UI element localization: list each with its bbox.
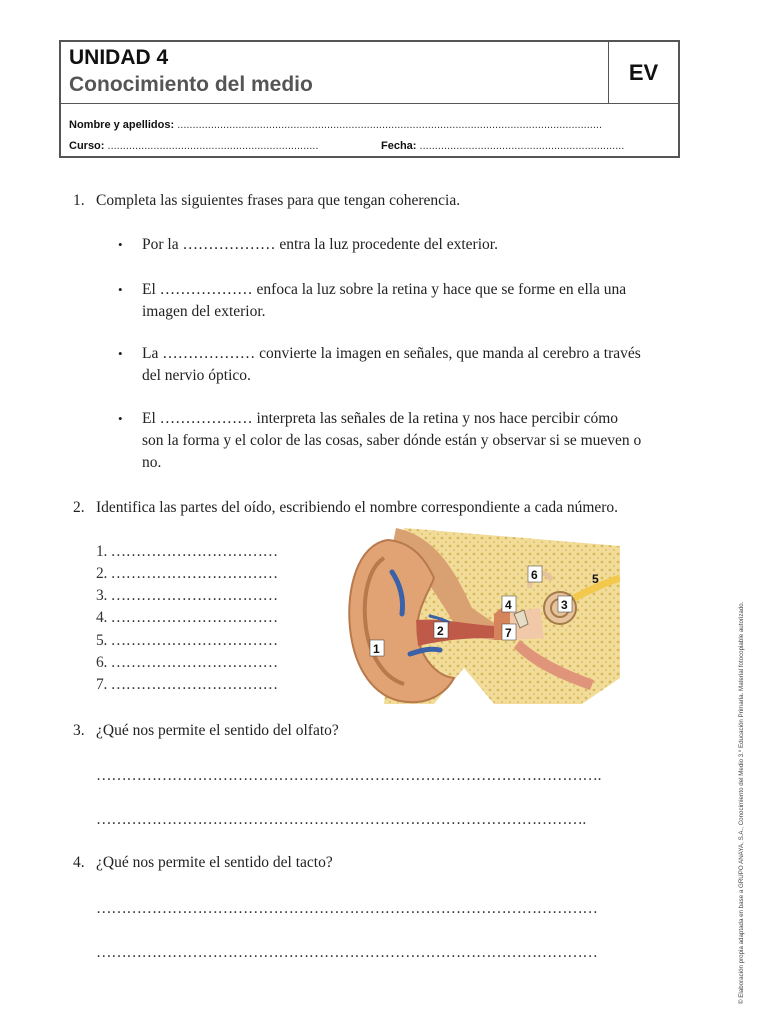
name-dots: ........................................................................................................................................... [177, 119, 603, 131]
q1-item-1-line-1[interactable]: Por la ……………… entra la luz procedente del exterior. [142, 236, 498, 253]
q4-answer-line-1[interactable]: ……………………………………………………………………………………… [96, 900, 598, 917]
bullet: • [118, 237, 123, 252]
q2-blank-4[interactable]: 4. …………………………… [96, 609, 278, 626]
figure-label-7: 7 [505, 626, 512, 640]
q1-item-4-line-1[interactable]: El ……………… interpreta las señales de la retina y nos hace percibir cómo [142, 410, 619, 427]
q2-blank-6[interactable]: 6. …………………………… [96, 654, 278, 671]
course-field[interactable] [69, 140, 318, 152]
q3-prompt: ¿Qué nos permite el sentido del olfato? [96, 722, 339, 739]
figure-label-6: 6 [531, 568, 538, 582]
figure-label-2: 2 [437, 624, 444, 638]
copyright-credit: © Elaboración propia adaptada en base a GRUPO ANAYA, S.A., Conocimiento del Medio 3.º Educación Primaria. Material fotocopiable autorizado. [738, 601, 745, 1004]
q4-prompt: ¿Qué nos permite el sentido del tacto? [96, 854, 333, 871]
worksheet-header [59, 40, 680, 158]
title-cell [61, 42, 609, 104]
q3-answer-line-1[interactable]: ………………………………………………………………………………………. [96, 767, 602, 784]
figure-label-5: 5 [592, 572, 599, 586]
figure-label-4: 4 [505, 598, 512, 612]
q2-prompt: Identifica las partes del oído, escribiendo el nombre correspondiente a cada número. [96, 499, 619, 516]
q1-prompt: Completa las siguientes frases para que tengan coherencia. [96, 192, 461, 209]
q2-blank-7[interactable]: 7. …………………………… [96, 676, 278, 693]
course-label: Curso: [69, 140, 105, 152]
q1-number: 1. [73, 192, 85, 209]
bullet: • [118, 411, 123, 426]
subject-title: Conocimiento del medio [69, 73, 313, 96]
q1-item-2-line-1[interactable]: El ……………… enfoca la luz sobre la retina y hace que se forme en ella una [142, 281, 627, 298]
course-dots: ..................................................................... [107, 140, 319, 152]
figure-label-3: 3 [561, 598, 568, 612]
name-label: Nombre y apellidos: [69, 119, 175, 131]
q2-blank-3[interactable]: 3. …………………………… [96, 587, 278, 604]
q1-item-2-line-2: imagen del exterior. [142, 303, 266, 320]
ear-anatomy-figure [344, 528, 620, 704]
q1-item-3-line-2: del nervio óptico. [142, 367, 251, 384]
q4-answer-line-2[interactable]: ……………………………………………………………………………………… [96, 944, 598, 961]
bullet: • [118, 346, 123, 361]
unit-title: UNIDAD 4 [69, 46, 169, 69]
q3-number: 3. [73, 722, 85, 739]
q2-blank-1[interactable]: 1. …………………………… [96, 543, 278, 560]
q1-item-4-line-3: no. [142, 454, 162, 471]
q3-answer-line-2[interactable]: ……………………………………………………………………………………. [96, 811, 586, 828]
bullet: • [118, 282, 123, 297]
date-label: Fecha: [381, 140, 417, 152]
evaluation-code: EV [609, 42, 678, 104]
date-field[interactable] [381, 140, 624, 152]
q4-number: 4. [73, 854, 85, 871]
name-field[interactable] [69, 119, 602, 131]
q1-item-4-line-2: son la forma y el color de las cosas, saber dónde están y observar si se mueven o [142, 432, 642, 449]
date-dots: ................................................................... [419, 140, 625, 152]
figure-label-1: 1 [373, 642, 380, 656]
q2-blank-5[interactable]: 5. …………………………… [96, 632, 278, 649]
q2-number: 2. [73, 499, 85, 516]
q1-item-3-line-1[interactable]: La ……………… convierte la imagen en señales, que manda al cerebro a través [142, 345, 641, 362]
q2-blank-2[interactable]: 2. …………………………… [96, 565, 278, 582]
